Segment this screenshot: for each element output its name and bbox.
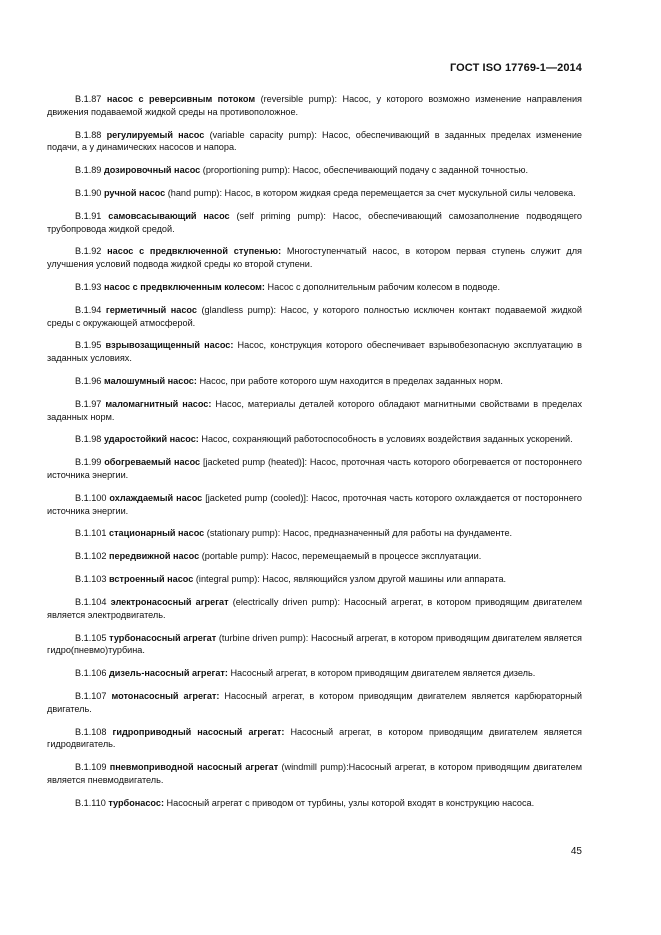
term-definition: (proportioning pump): Насос, обеспечивающий подачу с заданной точностью. <box>202 165 529 176</box>
term-number: В.1.105 <box>75 632 107 643</box>
document-header: ГОСТ ISO 17769-1—2014 <box>449 62 582 74</box>
term-entry <box>47 550 582 563</box>
term-name: пневмоприводной насосный агрегат <box>109 762 279 773</box>
term-definition: (stationary pump): Насос, предназначенный для работы на фундаменте. <box>206 528 513 539</box>
term-name: турбонасос: <box>108 797 164 808</box>
term-number: В.1.106 <box>75 668 107 679</box>
term-name: герметичный насос <box>105 304 197 315</box>
term-entry <box>47 129 582 154</box>
term-number: В.1.98 <box>75 434 102 445</box>
term-number: В.1.96 <box>75 376 102 386</box>
term-number: В.1.102 <box>75 551 107 562</box>
term-number: В.1.107 <box>75 691 107 702</box>
term-definition: [jacketed pump (cooled)]: Насос, проточная часть которого охлаждается от постороннего источника энергии. <box>47 492 582 516</box>
term-definition: Насосный агрегат, в котором приводящим двигателем является дизель. <box>230 668 536 679</box>
term-number: В.1.88 <box>75 129 102 140</box>
term-name: электронасосный агрегат <box>110 597 229 608</box>
term-number: В.1.108 <box>75 726 107 737</box>
term-entry <box>47 210 582 235</box>
term-name: обогреваемый насос <box>104 457 201 468</box>
term-definition: (hand pump): Насос, в котором жидкая среда перемещается за счет мускульной силы человека. <box>167 188 576 198</box>
term-name: малошумный насос: <box>103 376 197 386</box>
term-name: гидроприводный насосный агрегат: <box>112 726 285 737</box>
term-number: В.1.90 <box>75 188 102 198</box>
term-definition: Насосный агрегат, в котором приводящим двигателем является гидродвигатель. <box>47 726 582 750</box>
term-entry <box>47 527 582 540</box>
term-number: В.1.110 <box>75 797 106 808</box>
term-number: В.1.99 <box>75 457 102 468</box>
term-definition: (self priming pump): Насос, обеспечивающий самозаполнение подводящего трубопровода жидкой средой. <box>47 210 582 234</box>
term-name: взрывозащищенный насос: <box>105 340 234 351</box>
term-name: ударостойкий насос: <box>103 434 199 445</box>
term-entry <box>47 164 582 177</box>
term-entry <box>47 797 582 810</box>
term-definition: (variable capacity pump): Насос, обеспечивающий в заданных пределах изменение подачи, а у динамических насосов и напора. <box>47 129 582 153</box>
term-definition: (windmill pump):Насосный агрегат, в котором приводящим двигателем является пневмодвигатель. <box>47 762 582 785</box>
term-entry <box>47 726 582 751</box>
term-definition: Насосный агрегат с приводом от турбины, узлы которой входят в конструкцию насоса. <box>166 797 535 808</box>
term-definition: Насос, материалы деталей которого обладают магнитными свойствами в пределах заданных норм. <box>47 398 583 422</box>
term-number: В.1.109 <box>75 762 107 773</box>
term-definition: (glandless pump): Насос, у которого полностью исключен контакт подаваемой жидкой среды с окружающей атмосферой. <box>47 304 582 328</box>
term-definition: (electrically driven pump): Насосный агрегат, в котором приводящим двигателем является электродвигатель. <box>47 597 582 620</box>
term-entry <box>47 375 582 388</box>
term-entry <box>47 690 582 715</box>
term-name: мотонасосный агрегат: <box>111 691 220 702</box>
term-number: В.1.89 <box>75 165 102 176</box>
term-definition: Насос с дополнительным рабочим колесом в подводе. <box>267 282 501 292</box>
term-entry <box>47 456 582 481</box>
term-name: передвижной насос <box>109 551 200 562</box>
term-entry <box>47 573 582 586</box>
term-number: В.1.104 <box>75 597 107 608</box>
page-number: 45 <box>570 846 582 857</box>
term-entry <box>47 339 582 364</box>
term-name: регулируемый насос <box>106 129 205 140</box>
term-entry <box>47 304 582 329</box>
term-name: маломагнитный насос: <box>105 398 212 409</box>
term-number: В.1.87 <box>75 94 102 104</box>
term-number: В.1.92 <box>75 246 102 257</box>
term-entry <box>47 667 582 680</box>
term-definition: Многоступенчатый насос, в котором первая ступень служит для улучшения условий подвода жидкой среды ко второй ступени. <box>47 246 582 270</box>
term-definition: (turbine driven pump): Насосный агрегат, в котором приводящим двигателем является гидро(пневмо)турбина. <box>47 632 582 656</box>
term-entry <box>47 245 582 270</box>
term-entry <box>47 187 582 200</box>
term-definition: Насос, сохраняющий работоспособность в условиях воздействия заданных ускорений. <box>201 434 573 445</box>
term-definition: Насос, при работе которого шум находится в пределах заданных норм. <box>199 376 503 386</box>
term-definition: (portable pump): Насос, перемещаемый в процессе эксплуатации. <box>201 551 482 562</box>
term-name: насос с предвключенным колесом: <box>103 282 265 292</box>
term-name: стационарный насос <box>109 528 205 539</box>
term-number: В.1.103 <box>75 574 107 585</box>
term-number: В.1.97 <box>75 398 102 409</box>
term-number: В.1.93 <box>75 282 102 292</box>
term-definition: [jacketed pump (heated)]: Насос, проточная часть которого обогревается от постороннего источника энергии. <box>47 457 582 480</box>
term-definition: (integral pump): Насос, являющийся узлом другой машины или аппарата. <box>195 574 507 585</box>
term-entry <box>47 398 582 423</box>
term-name: встроенный насос <box>109 574 194 585</box>
term-name: дозировочный насос <box>103 165 201 176</box>
term-number: В.1.94 <box>75 304 102 315</box>
term-number: В.1.100 <box>75 492 107 503</box>
term-definition: Насосный агрегат, в котором приводящим двигателем является карбюраторный двигатель. <box>47 691 582 714</box>
term-name: турбонасосный агрегат <box>109 632 217 643</box>
term-entry <box>47 492 582 517</box>
term-entry <box>47 632 582 657</box>
term-name: самовсасывающий насос <box>108 210 230 221</box>
term-name: дизель-насосный агрегат: <box>109 668 228 679</box>
terms-list <box>47 93 582 820</box>
term-number: В.1.95 <box>75 340 102 351</box>
term-name: насос с реверсивным потоком <box>106 94 256 104</box>
term-entry <box>47 761 582 786</box>
term-definition: Насос, конструкция которого обеспечивает взрывобезопасную эксплуатацию в заданных условиях. <box>47 340 582 364</box>
term-definition: (reversible pump): Насос, у которого возможно изменение направления движения подаваемой жидкой среды на противоположное. <box>47 94 582 117</box>
term-entry <box>47 281 582 294</box>
term-number: В.1.91 <box>75 210 102 221</box>
term-name: охлаждаемый насос <box>109 492 203 503</box>
term-entry <box>47 433 582 446</box>
term-entry <box>47 93 582 118</box>
term-name: ручной насос <box>103 188 166 198</box>
term-number: В.1.101 <box>75 528 107 539</box>
term-entry <box>47 596 582 621</box>
term-name: насос с предвключенной ступенью: <box>107 246 282 257</box>
